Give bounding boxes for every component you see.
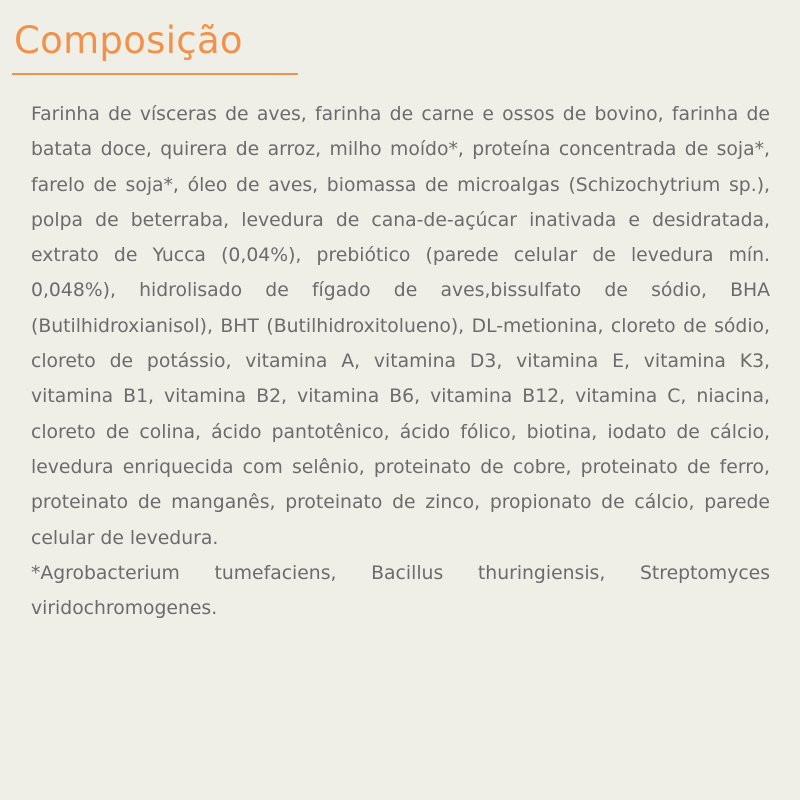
page-title: Composição [14, 19, 243, 62]
footnote-paragraph: *Agrobacterium tumefaciens, Bacillus thuringiensis, Streptomyces viridochromogenes. [31, 562, 770, 620]
composition-content [31, 97, 770, 626]
title-underline [12, 73, 298, 75]
ingredients-paragraph: Farinha de vísceras de aves, farinha de carne e ossos de bovino, farinha de batata doce, quirera de arroz, milho moído*, proteína concentrada de soja*, farelo de soja*, óleo de aves, biomassa de microalgas (Schizochytrium sp.), polpa de beterraba, levedura de cana-de-açúcar inativada e desidratada, extrato de Yucca (0,04%), prebiótico (parede celular de levedura mín. 0,048%), hidrolisado de fígado de aves,bissulfato de sódio, BHA (Butilhidroxianisol), BHT (Butilhidroxitolueno), DL-metionina, cloreto de sódio, cloreto de potássio, vitamina A, vitamina D3, vitamina E, vitamina K3, vitamina B1, vitamina B2, vitamina B6, vitamina B12, vitamina C, niacina, cloreto de colina, ácido pantotênico, ácido fólico, biotina, iodato de cálcio, levedura enriquecida com selênio, proteinato de cobre, proteinato de ferro, proteinato de manganês, proteinato de zinco, propionato de cálcio, parede celular de levedura. [31, 104, 770, 549]
